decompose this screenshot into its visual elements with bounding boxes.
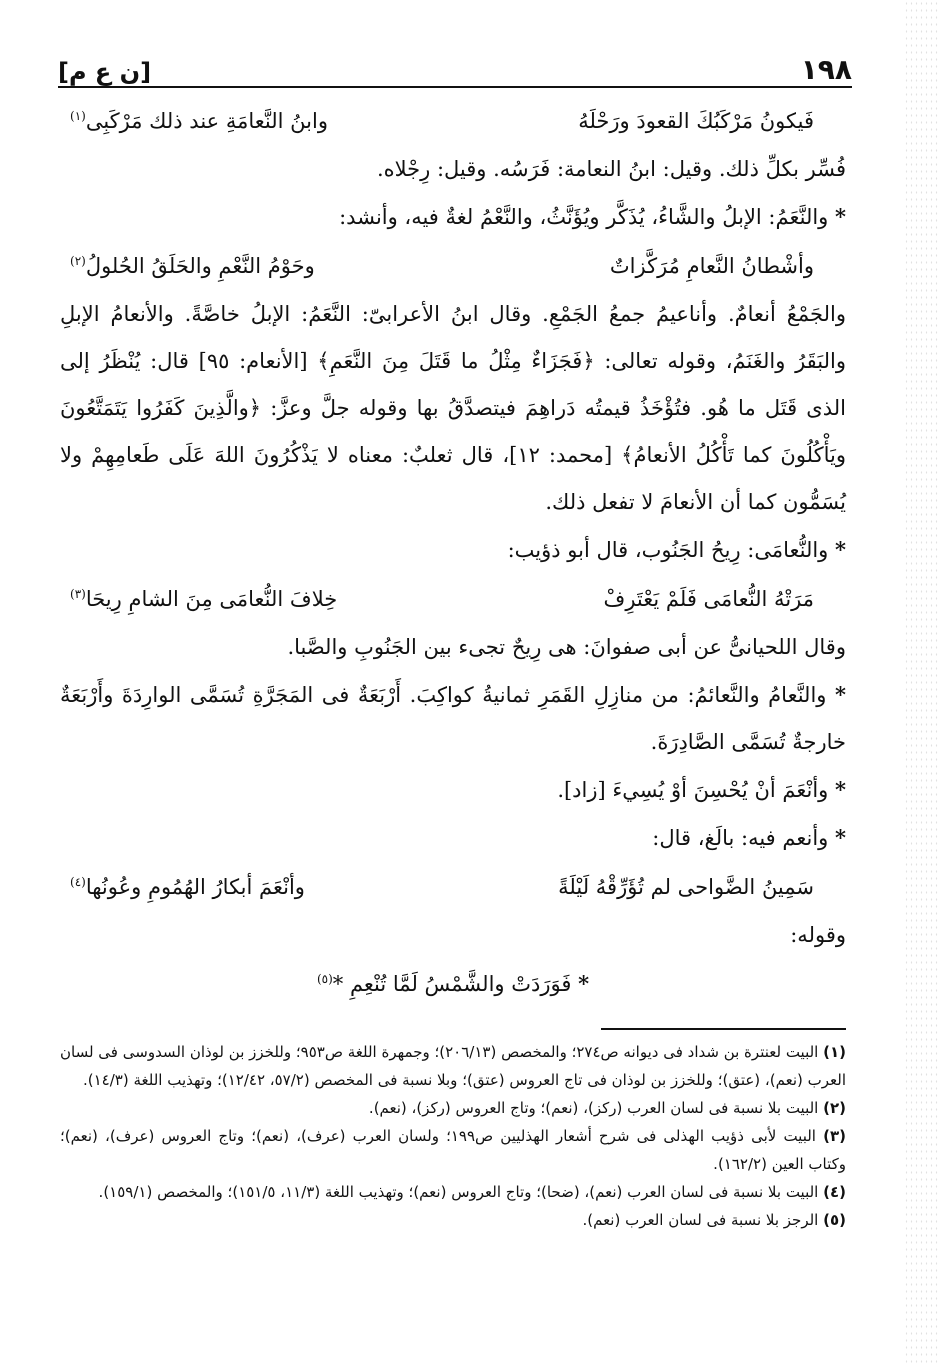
rajaz-text: فَوَرَدَتْ والشَّمْسُ لَمَّا تُنْعِمِ * <box>332 972 572 996</box>
main-text <box>60 96 846 1009</box>
footnote-ref-5: (٥) <box>316 972 333 986</box>
verse-4-first-hemistich: سَمِينُ الضَّواحى لم تُؤَرِّقْهُ لَيْلَةً <box>558 875 814 899</box>
footnote-5: (٥) الرجز بلا نسبة فى لسان العرب (نعم). <box>582 1211 846 1229</box>
footnote-ref-2: (٢) <box>70 254 86 268</box>
scan-edge-noise <box>904 0 940 1365</box>
page-header <box>58 40 852 86</box>
footnote-1: (١) البيت لعنترة بن شداد فى ديوانه ص٢٧٤؛ والمخصص (٢٠٦/١٣)؛ وجمهرة اللغة ص٩٥٣؛ وللخزز بن لوذان السدوسى فى لسان العرب (نعم)، (عتق)؛ وللخزز بن لوذان فى تاج العروس (عتق)؛ وبلا نسبة فى المخصص (٥٧/٢، ١٢/٤٢)؛ وتهذيب اللغة (١٤/٣). <box>60 1043 846 1089</box>
verse-1-second-hemistich: وابنُ النَّعامَةِ عند ذلك مَرْكَبِى$^{(١)}$ <box>70 109 328 133</box>
footnotes <box>60 1038 846 1234</box>
verse-2 <box>60 241 846 291</box>
paragraph-qawluh: وقوله: <box>790 923 846 947</box>
footnote-4: (٤) البيت بلا نسبة فى لسان العرب (نعم)، (ضحا)؛ وتاج العروس (نعم)؛ وتهذيب اللغة (١١/٣، ١٥١/٥)؛ والمخصص (١٥٩/١). <box>98 1183 846 1201</box>
verse-2-first-hemistich: وأشْطانُ النَّعامِ مُرَكَّزاتٌ <box>609 254 814 278</box>
entry-marker: * <box>835 777 846 802</box>
entry-naami: * والنُّعامَى: رِيحُ الجَنُوب، قال أبو ذؤيب: <box>507 537 846 562</box>
footnote-rule <box>601 1028 846 1030</box>
entry-marker: * <box>835 204 846 229</box>
entry-marker: * <box>835 537 846 562</box>
entry-stars: * والنَّعامُ والنَّعائمُ: من منازِلِ القَمَرِ ثمانيةُ كواكِبَ. أَرْبَعَةٌ فى المَجَرَّةِ تُسَمَّى الوارِدَةَ وأَرْبَعَةٌ خارجةٌ تُسَمَّى الصَّادِرَةَ. <box>60 682 846 754</box>
verse-3-second-hemistich: خِلافَ النُّعامَى مِنَ الشامِ رِيحَا$^{(٣)}$ <box>70 587 338 611</box>
paragraph-lihyani: وقال اللحيانىُّ عن أبى صفوانَ: هى رِيحٌ تجىء بين الجَنُوبِ والصَّبا. <box>287 635 846 659</box>
entry-marker: * <box>835 825 846 850</box>
footnote-ref-1: (١) <box>70 109 86 123</box>
footnote-ref-4: (٤) <box>70 875 86 889</box>
footnote-3: (٣) البيت لأبى ذؤيب الهذلى فى شرح أشعار الهذليين ص١٩٩؛ ولسان العرب (عرف)، (نعم)؛ وتاج العروس (عرف)، (نعم)؛ وكتاب العين (١٦٢/٢). <box>60 1127 846 1173</box>
page-number: ١٩٨ <box>800 53 852 86</box>
entry-naam: * والنَّعَمُ: الإبلُ والشَّاءُ، يُذَكَّر ويُؤَنَّثُ، والنَّعْمُ لغةٌ فيه، وأنشد: <box>339 204 846 229</box>
verse-1 <box>60 96 846 146</box>
header-rule <box>58 86 852 88</box>
verse-3-first-hemistich: مَرَتْهُ النُّعامَى فَلَمْ يَعْتَرِفْ <box>603 587 814 611</box>
paragraph-interpretation: فُسِّر بكلِّ ذلك. وقيل: ابنُ النعامة: فَرَسُه. وقيل: رِجْلاه. <box>376 157 846 181</box>
entry-marker: * <box>835 682 846 707</box>
footnote-ref-3: (٣) <box>70 587 86 601</box>
entry-anam: * وأنْعَمَ أنْ يُحْسِنَ أوْ يُسِيءَ [زاد]. <box>557 777 846 802</box>
entry-anam-fih: * وأنعم فيه: بالَغ، قال: <box>652 825 846 850</box>
root-heading: [ن ع م] <box>58 58 152 86</box>
paragraph-plural: والجَمْعُ أنعامٌ. وأناعيمُ جمعُ الجَمْعِ. وقال ابنُ الأعرابىّ: النَّعَمُ: الإبلُ خاصَّةً. والأنعامُ الإبلِ والبَقَرُ والغَنَمُ، وقوله تعالى: ﴿فَجَزَاءٌ مِثْلُ ما قَتَلَ مِنَ النَّعَمِ﴾ [الأنعام: ٩٥] قال: يُنْظَرُ إلى الذى قَتَل ما هُو. فتُؤْخَذُ قيمتُه دَراهِمَ فيتصدَّقُ بها وقوله جلَّ وعزَّ: ﴿والَّذِينَ كَفَرُوا يَتَمَتَّعُونَ ويَأْكُلُونَ كما تَأْكُلُ الأنعامُ﴾ [محمد: ١٢]، قال ثعلبٌ: معناه لا يَذْكُرُونَ اللهَ عَلَى طَعامِهِمْ ولا يُسَمُّون كما أن الأنعامَ لا تفعل ذلك. <box>60 302 847 514</box>
footnote-2: (٢) البيت بلا نسبة فى لسان العرب (ركز)، (نعم)؛ وتاج العروس (ركز)، (نعم). <box>368 1099 846 1117</box>
verse-2-second-hemistich: وحَوْمُ النَّعْمِ والحَلَقُ الحُلولُ$^{(٢)}$ <box>70 254 315 278</box>
verse-4-second-hemistich: وأنْعَمَ أبكارُ الهُمُومِ وعُونُها$^{(٤)}$ <box>70 875 305 899</box>
entry-marker: * <box>578 971 590 996</box>
verse-4 <box>60 862 846 912</box>
rajaz-line <box>60 959 846 1009</box>
verse-3 <box>60 574 846 624</box>
verse-1-first-hemistich: فَيكونُ مَرْكَبُكَ القعودَ ورَحْلَهُ <box>578 109 814 133</box>
